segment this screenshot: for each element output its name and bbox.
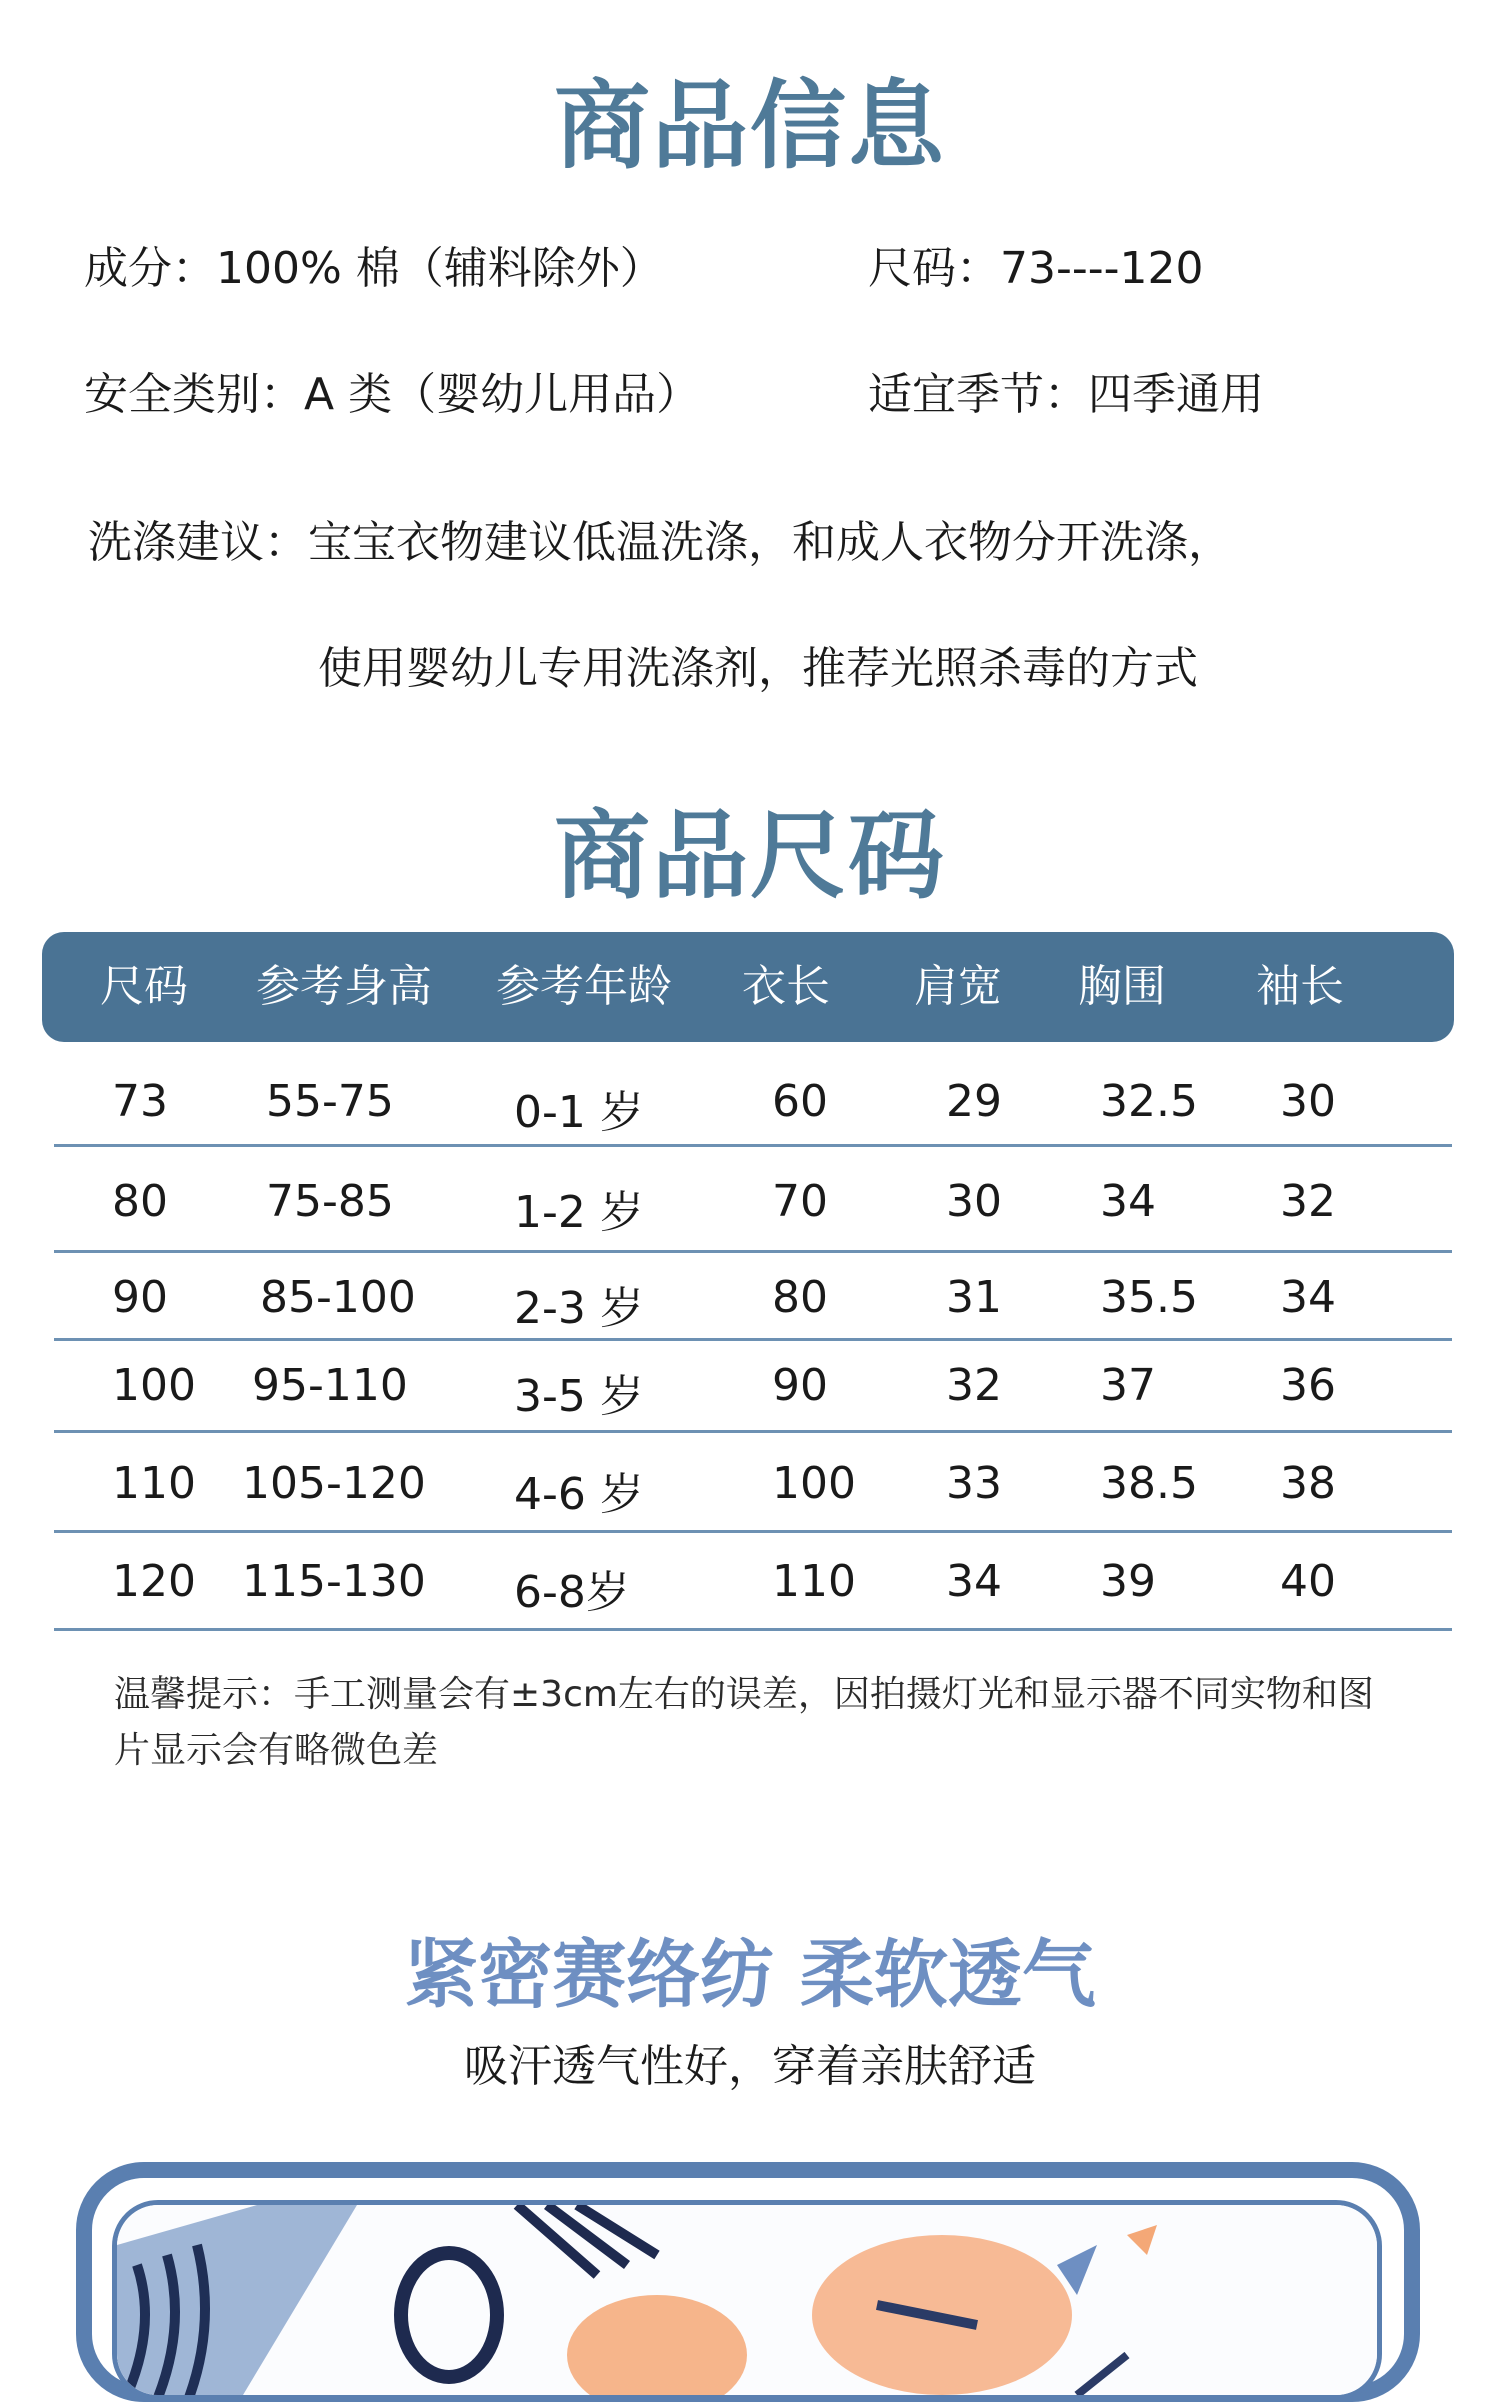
- tip-line-2: 片显示会有略微色差: [114, 1730, 439, 1771]
- row-divider: [54, 1144, 1452, 1147]
- table-cell: 100: [112, 1360, 196, 1411]
- wash-advice-line-2: 使用婴幼儿专用洗涤剂，推荐光照杀毒的方式: [318, 643, 1198, 694]
- table-cell: 100: [772, 1458, 856, 1509]
- table-cell: 32: [1280, 1176, 1336, 1227]
- table-cell: 37: [1100, 1360, 1156, 1411]
- composition-text: 成分：100% 棉（辅料除外）: [84, 243, 664, 294]
- table-cell: 60: [772, 1076, 828, 1127]
- table-cell: 32: [946, 1360, 1002, 1411]
- header-sleeve: 袖长: [1256, 961, 1344, 1012]
- table-cell: 1-2 岁: [514, 1187, 644, 1238]
- table-cell: 30: [946, 1176, 1002, 1227]
- safety-category-text: 安全类别：A 类（婴幼儿用品）: [84, 369, 701, 420]
- fabric-title: 紧密赛络纺 柔软透气: [404, 1932, 1096, 2018]
- fabric-pattern-illustration: [117, 2205, 1382, 2400]
- fabric-subtitle: 吸汗透气性好，穿着亲肤舒适: [464, 2041, 1036, 2092]
- header-length: 衣长: [742, 961, 830, 1012]
- table-cell: 75-85: [266, 1176, 394, 1227]
- table-cell: 70: [772, 1176, 828, 1227]
- table-cell: 40: [1280, 1556, 1336, 1607]
- table-cell: 32.5: [1100, 1076, 1198, 1127]
- table-cell: 80: [772, 1272, 828, 1323]
- header-size: 尺码: [100, 961, 188, 1012]
- row-divider: [54, 1628, 1452, 1631]
- table-cell: 3-5 岁: [514, 1371, 644, 1422]
- table-cell: 34: [1100, 1176, 1156, 1227]
- table-cell: 36: [1280, 1360, 1336, 1411]
- wash-advice-line-1: 洗涤建议：宝宝衣物建议低温洗涤，和成人衣物分开洗涤，: [88, 517, 1232, 568]
- size-table-header: [42, 932, 1454, 1042]
- table-cell: 38.5: [1100, 1458, 1198, 1509]
- table-cell: 55-75: [266, 1076, 394, 1127]
- table-cell: 31: [946, 1272, 1002, 1323]
- table-cell: 105-120: [242, 1458, 426, 1509]
- row-divider: [54, 1250, 1452, 1253]
- header-shoulder: 肩宽: [914, 961, 1002, 1012]
- table-cell: 90: [772, 1360, 828, 1411]
- table-cell: 80: [112, 1176, 168, 1227]
- size-section-title: 商品尺码: [554, 800, 946, 912]
- table-cell: 73: [112, 1076, 168, 1127]
- row-divider: [54, 1338, 1452, 1341]
- row-divider: [54, 1430, 1452, 1433]
- product-info-title: 商品信息: [554, 70, 946, 182]
- table-cell: 4-6 岁: [514, 1469, 644, 1520]
- table-cell: 0-1 岁: [514, 1087, 644, 1138]
- table-cell: 34: [946, 1556, 1002, 1607]
- table-cell: 30: [1280, 1076, 1336, 1127]
- table-cell: 95-110: [252, 1360, 408, 1411]
- header-chest: 胸围: [1078, 961, 1166, 1012]
- table-cell: 90: [112, 1272, 168, 1323]
- tip-line-1: 温馨提示：手工测量会有±3cm左右的误差，因拍摄灯光和显示器不同实物和图: [114, 1674, 1374, 1715]
- table-cell: 35.5: [1100, 1272, 1198, 1323]
- table-cell: 39: [1100, 1556, 1156, 1607]
- season-text: 适宜季节：四季通用: [868, 369, 1264, 420]
- size-range-text: 尺码：73----120: [868, 243, 1204, 294]
- table-cell: 110: [772, 1556, 856, 1607]
- header-age: 参考年龄: [496, 961, 672, 1012]
- table-cell: 34: [1280, 1272, 1336, 1323]
- table-cell: 110: [112, 1458, 196, 1509]
- header-height: 参考身高: [256, 961, 432, 1012]
- table-cell: 120: [112, 1556, 196, 1607]
- row-divider: [54, 1530, 1452, 1533]
- table-cell: 2-3 岁: [514, 1283, 644, 1334]
- table-cell: 29: [946, 1076, 1002, 1127]
- table-cell: 115-130: [242, 1556, 426, 1607]
- table-cell: 6-8岁: [514, 1567, 630, 1618]
- table-cell: 85-100: [260, 1272, 416, 1323]
- table-cell: 38: [1280, 1458, 1336, 1509]
- product-image: [112, 2200, 1382, 2400]
- table-cell: 33: [946, 1458, 1002, 1509]
